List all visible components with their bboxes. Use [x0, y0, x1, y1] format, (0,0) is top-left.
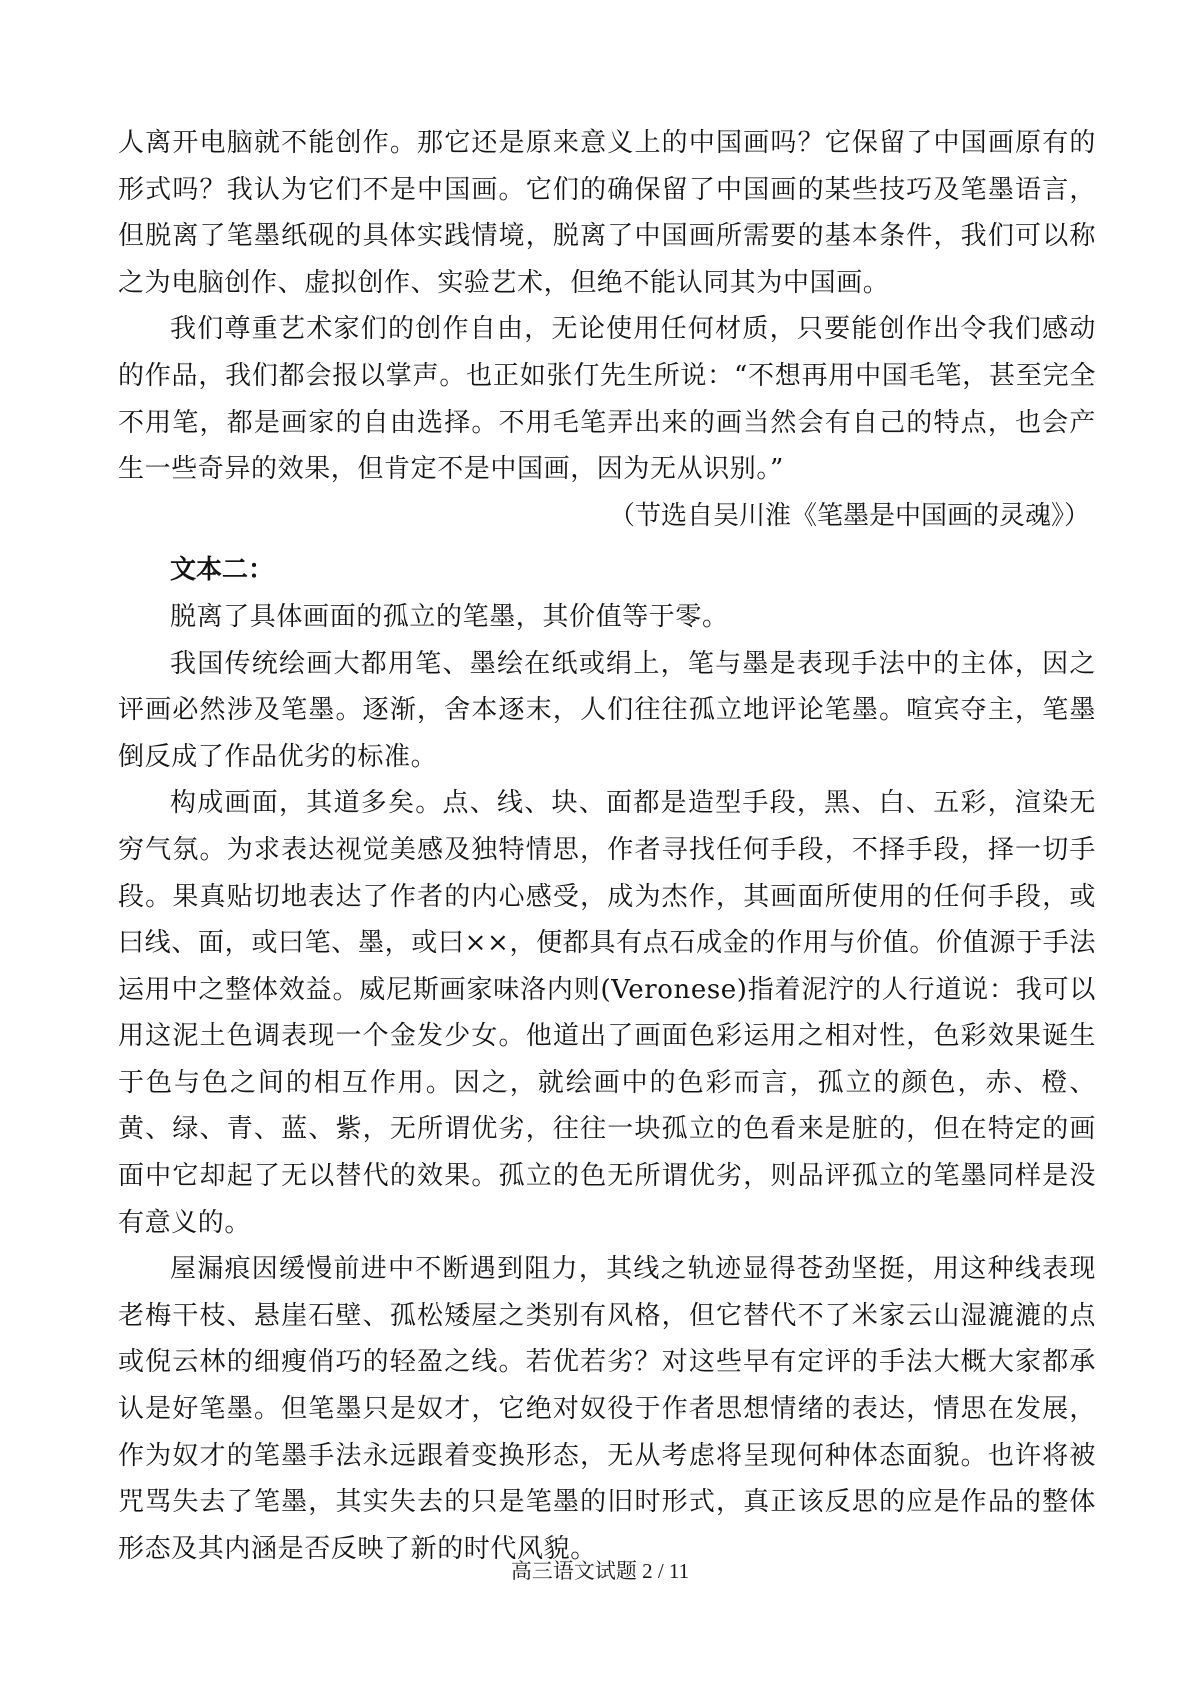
document-page: [118, 120, 1096, 1572]
text1-paragraph-1: 人离开电脑就不能创作。那它还是原来意义上的中国画吗？它保留了中国画原有的形式吗？我认为它们不是中国画。它们的确保留了中国画的某些技巧及笔墨语言，但脱离了笔墨纸砚的具体实践情境，脱离了中国画所需要的基本条件，我们可以称之为电脑创作、虚拟创作、实验艺术，但绝不能认同其为中国画。: [118, 128, 1096, 298]
page-footer: 高三语文试题 2 / 11: [510, 1559, 690, 1583]
text1-paragraph-2: 我们尊重艺术家们的创作自由，无论使用任何材质，只要能创作出令我们感动的作品，我们都会报以掌声。也正如张仃先生所说：“不想再用中国毛笔，甚至完全不用笔，都是画家的自由选择。不用毛笔弄出来的画当然会有自己的特点，也会产生一些奇异的效果，但肯定不是中国画，因为无从识别。”: [118, 314, 1096, 485]
text2-paragraph-1: 脱离了具体画面的孤立的笔墨，其价值等于零。: [170, 601, 729, 632]
text1-source-citation: （节选自吴川淮《笔墨是中国画的灵魂》）: [608, 500, 1090, 531]
text2-heading: 文本二：: [170, 555, 275, 586]
text2-paragraph-3: 构成画面，其道多矣。点、线、块、面都是造型手段，黑、白、五彩，渲染无穷气氛。为求表达视觉美感及独特情思，作者寻找任何手段，不择手段，择一切手段。果真贴切地表达了作者的内心感受，成为杰作，其画面所使用的任何手段，或曰线、面，或曰笔、墨，或曰××，便都具有点石成金的作用与价值。价值源于手法运用中之整体效益。威尼斯画家味洛内则(Veronese)指着泥泞的人行道说：我可以用这泥土色调表现一个金发少女。他道出了画面色彩运用之相对性，色彩效果诞生于色与色之间的相互作用。因之，就绘画中的色彩而言，孤立的颜色，赤、橙、黄、绿、青、蓝、紫，无所谓优劣，往往一块孤立的色看来是脏的，但在特定的画面中它却起了无以替代的效果。孤立的色无所谓优劣，则品评孤立的笔墨同样是没有意义的。: [118, 788, 1096, 1238]
text2-paragraph-4: 屋漏痕因缓慢前进中不断遇到阻力，其线之轨迹显得苍劲坚挺，用这种线表现老梅干枝、悬崖石壁、孤松矮屋之类别有风格，但它替代不了米家云山湿漉漉的点或倪云林的细瘦俏巧的轻盈之线。若优若劣？对这些早有定评的手法大概大家都承认是好笔墨。但笔墨只是奴才，它绝对奴役于作者思想情绪的表达，情思在发展，作为奴才的笔墨手法永远跟着变换形态，无从考虑将呈现何种体态面貌。也许将被咒骂失去了笔墨，其实失去的只是笔墨的旧时形式，真正该反思的应是作品的整体形态及其内涵是否反映了新的时代风貌。: [118, 1254, 1096, 1564]
text2-paragraph-2: 我国传统绘画大都用笔、墨绘在纸或绢上，笔与墨是表现手法中的主体，因之评画必然涉及笔墨。逐渐，舍本逐末，人们往往孤立地评论笔墨。喧宾夺主，笔墨倒反成了作品优劣的标准。: [118, 648, 1096, 772]
